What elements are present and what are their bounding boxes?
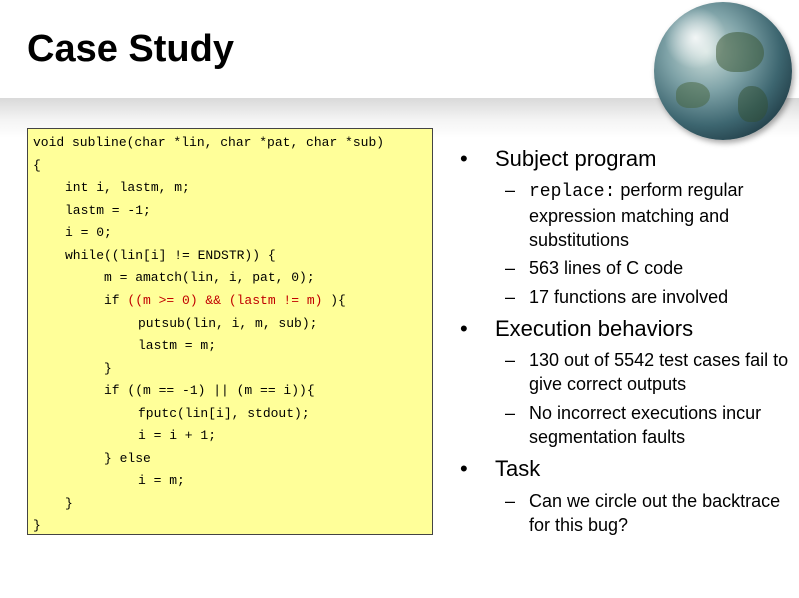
sub-bullet-dash: – xyxy=(505,491,516,511)
bullet-dot: • xyxy=(460,456,468,481)
code-line: i = i + 1; xyxy=(138,428,217,443)
code-line: } xyxy=(104,361,112,376)
code-line: putsub(lin, i, m, sub); xyxy=(138,316,318,331)
sub-bullet-desc: perform regular expression matching and substitutions xyxy=(529,180,744,250)
code-line: m = amatch(lin, i, pat, 0); xyxy=(104,270,315,285)
sub-bullet-dash: – xyxy=(505,258,516,278)
code-line: fputc(lin[i], stdout); xyxy=(138,406,310,421)
code-line: } xyxy=(65,496,73,511)
slide-title: Case Study xyxy=(27,28,234,70)
code-line: i = m; xyxy=(138,473,185,488)
code-line: i = 0; xyxy=(65,225,112,240)
code-line: { xyxy=(33,158,41,173)
sub-bullet-dash: – xyxy=(505,350,516,370)
code-line: int i, lastm, m; xyxy=(65,180,190,195)
sub-bullet-dash: – xyxy=(505,180,516,200)
code-listing xyxy=(27,128,433,535)
code-line-condition xyxy=(104,293,346,308)
code-brace: ){ xyxy=(330,293,346,308)
bullet-label: Execution behaviors xyxy=(495,316,694,341)
bullet-dot: • xyxy=(460,316,468,341)
code-highlight: ((m >= 0) && (lastm != m) xyxy=(127,293,331,308)
bullet-dot: • xyxy=(460,146,468,171)
code-line: lastm = -1; xyxy=(65,203,151,218)
code-line: void subline(char *lin, char *pat, char *sub) xyxy=(33,135,385,150)
bullet-label: Task xyxy=(495,456,541,481)
sub-bullet-dash: – xyxy=(505,403,516,423)
globe-icon xyxy=(654,2,792,140)
sub-bullet-text: 563 lines of C code xyxy=(529,258,684,278)
sub-bullet-text: Can we circle out the backtrace for this bug? xyxy=(529,491,781,535)
code-line: if ((m == -1) || (m == i)){ xyxy=(104,383,315,398)
sub-bullet-dash: – xyxy=(505,287,516,307)
code-line: } xyxy=(33,518,41,533)
code-line: lastm = m; xyxy=(138,338,217,353)
code-term: replace: xyxy=(529,182,616,202)
sub-bullet-text: No incorrect executions incur segmentation faults xyxy=(529,403,762,447)
sub-bullet-text: 130 out of 5542 test cases fail to give correct outputs xyxy=(529,350,789,394)
code-line: while((lin[i] != ENDSTR)) { xyxy=(65,248,276,263)
sub-bullet-text xyxy=(529,178,789,252)
code-keyword: if xyxy=(104,293,128,308)
sub-bullet-text: 17 functions are involved xyxy=(529,287,729,307)
bullet-label: Subject program xyxy=(495,146,657,171)
code-line: } else xyxy=(104,451,151,466)
